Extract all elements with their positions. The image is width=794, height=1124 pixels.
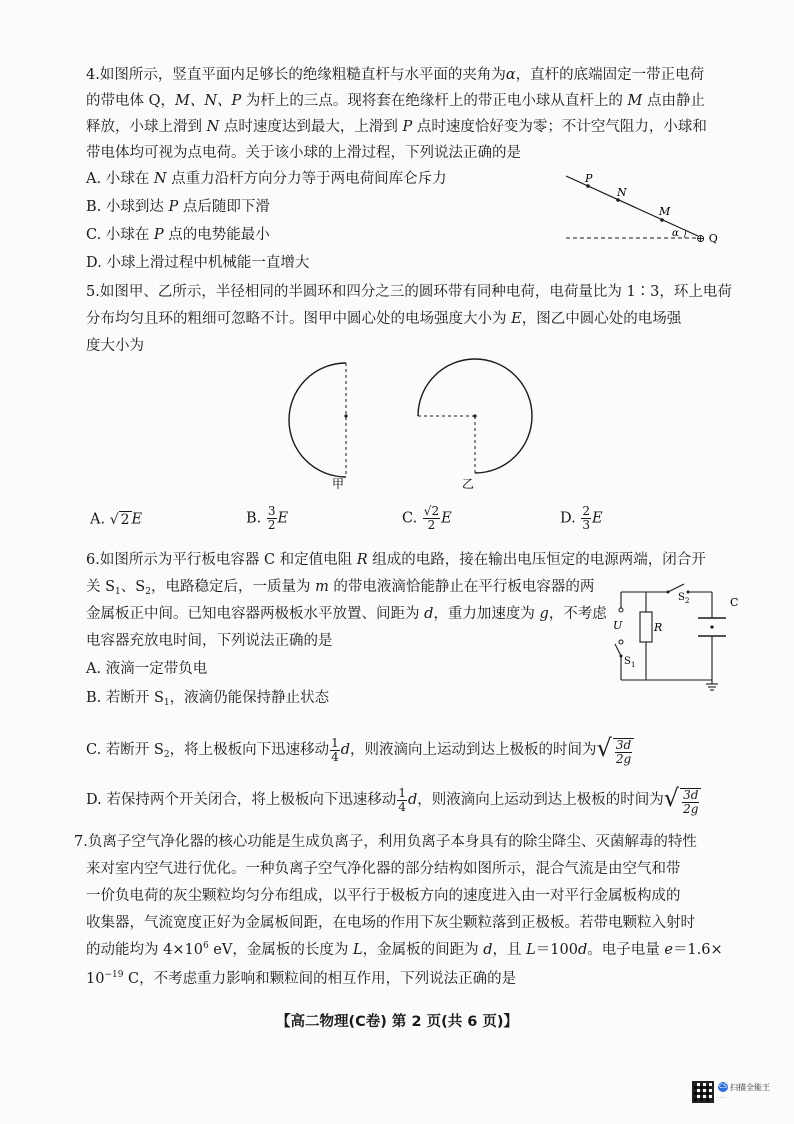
- semicircle-ring-jia: [289, 363, 346, 477]
- q6-circuit-figure: [606, 580, 756, 692]
- q7-line-2: 来对室内空气进行优化。一种负离子空气净化器的部分结构如图所示，混合气流是由空气和带: [86, 861, 681, 877]
- svg-text:R: R: [654, 621, 663, 634]
- svg-text:S: S: [624, 656, 631, 667]
- q4-line-2: 的带电体 Q，M、N、P 为杆上的三点。现将套在绝缘杆上的带正电小球从直杆上的 M 点由静止: [86, 93, 705, 109]
- q6-line-2: 关 $S_1$、$S_2$，电路稳定后，一质量为 m 的带电液滴恰能静止在平行板电容器的两: [86, 579, 595, 597]
- q5-option-c: C. $\frac{√2}{2}$ E: [402, 504, 452, 532]
- label-m: M: [659, 205, 671, 218]
- q6-option-c: C. 若断开 $S_2$，将上极板向下迅速移动 $\frac{1}{4}$ d，则液滴向上运动到达上极板的时间为√ $\frac{3d}{2g}$: [86, 731, 635, 769]
- resistor-r: [640, 612, 652, 642]
- switch-s1-blade: [615, 644, 621, 656]
- q4-line-4: 带电体均可视为点电荷。关于该小球的上滑过程，下列说法正确的是: [86, 145, 521, 161]
- label-yi: 乙: [462, 477, 475, 491]
- q7-line-1: 7.负离子空气净化器的核心功能是生成负离子，利用负离子本身具有的除尘降尘、灭菌解毒的特性: [74, 834, 697, 850]
- q5-line-2: 分布均匀且环的粗细可忽略不计。图甲中圆心处的电场强度大小为 E，图乙中圆心处的电场强: [86, 311, 682, 327]
- q6-option-b: B. 若断开 $S_1$，液滴仍能保持静止状态: [86, 690, 330, 708]
- q4-option-c: C. 小球在 P 点的电势能最小: [86, 227, 270, 243]
- point-m: [660, 218, 664, 222]
- q5-option-b: B. $\frac{3}{2}$ E: [246, 504, 289, 532]
- q6-option-a: A. 液滴一定带负电: [86, 661, 208, 677]
- scanner-watermark: [692, 1081, 784, 1111]
- q6-line-1: 6.如图所示为平行板电容器 C 和定值电阻 R 组成的电路，接在输出电压恒定的电源两端，闭合开: [86, 552, 706, 568]
- svg-text:U: U: [613, 619, 623, 632]
- q7-line-4: 收集器，气流宽度正好为金属板间距，在电场的作用下灰尘颗粒落到正极板。若带电颗粒入射时: [86, 915, 695, 931]
- q5-line-3: 度大小为: [86, 338, 144, 354]
- q5-option-a: A. √ 2 E: [90, 511, 143, 528]
- svg-text:S: S: [678, 592, 685, 603]
- q4-option-a: A. 小球在 N 点重力沿杆方向分力等于两电荷间库仑斥力: [86, 171, 447, 187]
- terminal-top: [619, 608, 623, 612]
- label-jia: 甲: [332, 477, 345, 491]
- q6-line-3: 金属板正中间。已知电容器两极板水平放置、间距为 d，重力加速度为 g，不考虑: [86, 606, 607, 622]
- q6-option-d: D. 若保持两个开关闭合，将上极板向下迅速移动 $\frac{1}{4}$ d，则液滴向上运动到达上极板的时间为√ $\frac{3d}{2g}$: [86, 781, 702, 819]
- terminal-bottom: [619, 640, 623, 644]
- svg-text:C: C: [730, 596, 739, 609]
- q5-ring-figures: [290, 355, 520, 495]
- scanner-app-name: 扫描全能王: [730, 1083, 770, 1092]
- q5-option-d: D. $\frac{2}{3}$ E: [560, 504, 603, 532]
- svg-text:2: 2: [685, 597, 690, 605]
- camscanner-logo-icon: CS: [719, 1083, 727, 1090]
- q5-line-1: 5.如图甲、乙所示，半径相同的半圆环和四分之三的圆环带有同种电荷，电荷量比为 1∶3，环上电荷: [86, 284, 732, 300]
- label-q: ⊕ Q: [696, 232, 718, 245]
- q4-line-3: 释放，小球上滑到 N 点时速度达到最大，上滑到 P 点时速度恰好变为零；不计空气阻力，小球和: [86, 119, 707, 135]
- page-footer: 【高二物理(C卷) 第 2 页(共 6 页)】: [275, 1014, 519, 1030]
- center-dot-jia: [344, 414, 347, 417]
- switch-s2-blade: [668, 584, 684, 592]
- q4-line-1: 4.如图所示，竖直平面内足够长的绝缘粗糙直杆与水平面的夹角为α，直杆的底端固定一带正电荷: [86, 67, 705, 83]
- q6-line-4: 电容器充放电时间，下列说法正确的是: [86, 633, 333, 649]
- q7-line-6: $10^{-19}$ C，不考虑重力影响和颗粒间的相互作用，下列说法正确的是: [86, 970, 517, 987]
- angle-arc: [684, 230, 686, 238]
- label-n: N: [617, 186, 627, 199]
- q7-line-5: 的动能均为 $4\times 10^6$ eV，金属板的长度为 L，金属板的间距为 d，且 L＝100d。电子电量 e＝1.6×: [86, 941, 723, 958]
- droplet: [710, 625, 713, 628]
- q4-option-d: D. 小球上滑过程中机械能一直增大: [86, 255, 310, 271]
- q7-line-3: 一价负电荷的灰尘颗粒均匀分布组成，以平行于极板方向的速度进入由一对平行金属板构成的: [86, 888, 681, 904]
- q4-option-b: B. 小球到达 P 点后随即下滑: [86, 199, 270, 215]
- incline-rod: [566, 176, 698, 236]
- label-p: P: [585, 172, 593, 185]
- svg-text:1: 1: [631, 661, 636, 669]
- q4-incline-figure: [560, 168, 730, 252]
- label-alpha: α: [672, 228, 679, 239]
- center-dot-yi: [473, 414, 476, 417]
- scanner-tagline: ·····: [718, 1095, 726, 1101]
- qr-code-icon: [692, 1081, 714, 1103]
